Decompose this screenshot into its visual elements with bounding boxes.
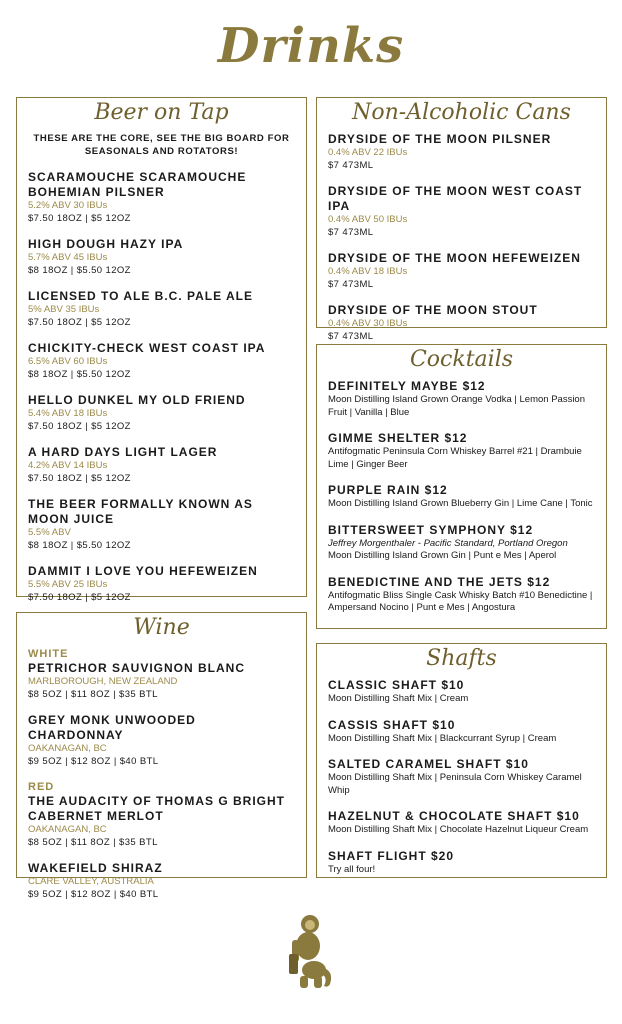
cocktail-desc: Moon Distilling Island Grown Blueberry Gin | Lime Cane | Tonic xyxy=(328,498,593,509)
shaft-item xyxy=(328,849,595,877)
wine-region: CLARE VALLEY, AUSTRALIA xyxy=(28,876,154,887)
wine-region: MARLBOROUGH, NEW ZEALAND xyxy=(28,676,178,687)
non-alcoholic-section xyxy=(316,97,607,342)
shaft-name: CLASSIC SHAFT $10 xyxy=(328,678,465,692)
cocktail-item xyxy=(328,523,595,563)
beer-name: CHICKITY-CHECK WEST COAST IPA xyxy=(28,341,266,355)
shafts-section xyxy=(316,643,607,878)
beer-intro: THESE ARE THE CORE, SEE THE BIG BOARD FOR SEASONALS AND ROTATORS! xyxy=(33,133,290,157)
wine-price: $8 5OZ | $11 8OZ | $35 BTL xyxy=(28,689,158,700)
beer-item xyxy=(28,289,295,329)
wine-white-label: WHITE xyxy=(28,648,69,660)
cocktail-name: DEFINITELY MAYBE $12 xyxy=(328,379,486,393)
nonalc-meta: 0.4% ABV 30 IBUs xyxy=(328,318,408,329)
wine-name: WAKEFIELD SHIRAZ xyxy=(28,861,163,875)
wine-item xyxy=(28,861,295,901)
shaft-item xyxy=(328,678,595,706)
shaft-desc: Try all four! xyxy=(328,863,376,875)
beer-price: $7.50 18OZ | $5 12OZ xyxy=(28,317,131,328)
cocktails-section xyxy=(316,344,607,629)
wine-red-label: RED xyxy=(28,781,55,793)
shaft-item xyxy=(328,757,595,797)
cocktail-desc: Moon Distilling Island Grown Gin | Punt e Mes | Aperol xyxy=(328,550,557,561)
wine-price: $9 5OZ | $12 8OZ | $40 BTL xyxy=(28,889,159,900)
beer-item xyxy=(28,341,295,381)
wine-item xyxy=(28,794,295,849)
wine-name: THE AUDACITY OF THOMAS G BRIGHT CABERNET MERLOT xyxy=(28,794,285,823)
wine-item xyxy=(28,661,295,701)
nonalc-price: $7 473ML xyxy=(328,160,374,171)
cocktail-name: PURPLE RAIN $12 xyxy=(328,483,448,497)
beer-name: A HARD DAYS LIGHT LAGER xyxy=(28,445,218,459)
cocktail-desc: Antifogmatic Peninsula Corn Whiskey Barrel #21 | Drambuie Lime | Ginger Beer xyxy=(328,446,582,470)
nonalc-item xyxy=(328,251,595,291)
wine-name: GREY MONK UNWOODED CHARDONNAY xyxy=(28,713,196,742)
beer-price: $8 18OZ | $5.50 12OZ xyxy=(28,369,131,380)
nonalc-item xyxy=(328,184,595,239)
nonalc-price: $7 473ML xyxy=(328,279,374,290)
shaft-item xyxy=(328,809,595,837)
beer-price: $7.50 18OZ | $5 12OZ xyxy=(28,213,131,224)
beer-meta: 6.5% ABV 60 IBUs xyxy=(28,356,108,367)
wine-section-title: Wine xyxy=(133,615,190,640)
beer-meta: 5% ABV 35 IBUs xyxy=(28,304,100,315)
beer-name: HELLO DUNKEL MY OLD FRIEND xyxy=(28,393,246,407)
beer-item xyxy=(28,564,295,604)
beer-meta: 5.7% ABV 45 IBUs xyxy=(28,252,108,263)
wine-price: $9 5OZ | $12 8OZ | $40 BTL xyxy=(28,756,159,767)
beer-name: THE BEER FORMALLY KNOWN AS MOON JUICE xyxy=(28,497,253,526)
beer-meta: 5.5% ABV 25 IBUs xyxy=(28,579,108,590)
beer-name: HIGH DOUGH HAZY IPA xyxy=(28,237,184,251)
cocktail-note: Jeffrey Morgenthaler - Pacific Standard, Portland Oregon xyxy=(328,537,568,549)
cocktail-name: BITTERSWEET SYMPHONY $12 xyxy=(328,522,534,537)
beer-item xyxy=(28,170,295,225)
shaft-desc: Moon Distilling Shaft Mix | Peninsula Corn Whiskey Caramel Whip xyxy=(328,772,582,796)
page-title: Drinks xyxy=(217,18,405,74)
shaft-name: SHAFT FLIGHT $20 xyxy=(328,848,455,863)
beer-meta: 4.2% ABV 14 IBUs xyxy=(28,460,108,471)
beer-name: DAMMIT I LOVE YOU HEFEWEIZEN xyxy=(28,564,258,578)
wine-item xyxy=(28,713,295,768)
beer-item xyxy=(28,393,295,433)
cocktails-section-title: Cocktails xyxy=(409,347,514,372)
cocktail-name: BENEDICTINE AND THE JETS $12 xyxy=(328,574,551,589)
nonalc-name: DRYSIDE OF THE MOON STOUT xyxy=(328,303,538,317)
cocktail-desc: Moon Distilling Island Grown Orange Vodka | Lemon Passion Fruit | Vanilla | Blue xyxy=(328,394,585,418)
wine-price: $8 5OZ | $11 8OZ | $35 BTL xyxy=(28,837,158,848)
beer-item xyxy=(28,445,295,485)
beer-item xyxy=(28,497,295,552)
beer-price: $7.50 18OZ | $5 12OZ xyxy=(28,421,131,432)
beer-name: SCARAMOUCHE SCARAMOUCHE BOHEMIAN PILSNER xyxy=(28,170,247,199)
shaft-desc: Moon Distilling Shaft Mix | Chocolate Hazelnut Liqueur Cream xyxy=(328,824,589,835)
beer-on-tap-section xyxy=(16,97,307,603)
nonalc-meta: 0.4% ABV 22 IBUs xyxy=(328,147,408,158)
nonalc-price: $7 473ML xyxy=(328,227,374,238)
nonalc-price: $7 473ML xyxy=(328,331,374,342)
beer-price: $8 18OZ | $5.50 12OZ xyxy=(28,265,131,276)
beer-item xyxy=(28,237,295,277)
shafts-section-title: Shafts xyxy=(426,646,497,671)
wine-region: OAKANAGAN, BC xyxy=(28,743,107,754)
nonalc-meta: 0.4% ABV 50 IBUs xyxy=(328,214,408,225)
monkey-logo-icon xyxy=(286,912,336,992)
cocktail-item xyxy=(328,379,595,419)
wine-region: OAKANAGAN, BC xyxy=(28,824,107,835)
cocktail-name: GIMME SHELTER $12 xyxy=(328,431,468,445)
cocktail-item xyxy=(328,483,595,511)
beer-name: LICENSED TO ALE B.C. PALE ALE xyxy=(28,289,254,303)
shaft-desc: Moon Distilling Shaft Mix | Cream xyxy=(328,693,469,704)
beer-meta: 5.4% ABV 18 IBUs xyxy=(28,408,108,419)
shaft-item xyxy=(328,718,595,746)
shaft-name: SALTED CARAMEL SHAFT $10 xyxy=(328,757,529,771)
nonalc-item xyxy=(328,132,595,172)
shaft-name: CASSIS SHAFT $10 xyxy=(328,717,456,732)
shaft-name: HAZELNUT & CHOCOLATE SHAFT $10 xyxy=(328,809,580,823)
beer-price: $8 18OZ | $5.50 12OZ xyxy=(28,540,131,551)
beer-section-title: Beer on Tap xyxy=(94,100,229,125)
cocktail-item xyxy=(328,575,595,615)
beer-price: $7.50 18OZ | $5 12OZ xyxy=(28,592,131,603)
nonalc-section-title: Non-Alcoholic Cans xyxy=(352,100,571,125)
wine-name: PETRICHOR SAUVIGNON BLANC xyxy=(28,661,246,675)
cocktail-item xyxy=(328,431,595,471)
nonalc-meta: 0.4% ABV 18 IBUs xyxy=(328,266,408,277)
beer-price: $7.50 18OZ | $5 12OZ xyxy=(28,473,131,484)
beer-meta: 5.2% ABV 30 IBUs xyxy=(28,200,108,211)
nonalc-name: DRYSIDE OF THE MOON PILSNER xyxy=(328,132,552,146)
shaft-desc: Moon Distilling Shaft Mix | Blackcurrant Syrup | Cream xyxy=(328,732,557,744)
nonalc-name: DRYSIDE OF THE MOON HEFEWEIZEN xyxy=(328,251,581,265)
wine-section xyxy=(16,612,307,900)
nonalc-item xyxy=(328,303,595,343)
beer-meta: 5.5% ABV xyxy=(28,527,71,538)
nonalc-name: DRYSIDE OF THE MOON WEST COAST IPA xyxy=(328,184,583,213)
cocktail-desc: Antifogmatic Bliss Single Cask Whisky Batch #10 Benedictine | Ampersand Nocino | Punt e Mes | Angostura xyxy=(328,589,593,613)
